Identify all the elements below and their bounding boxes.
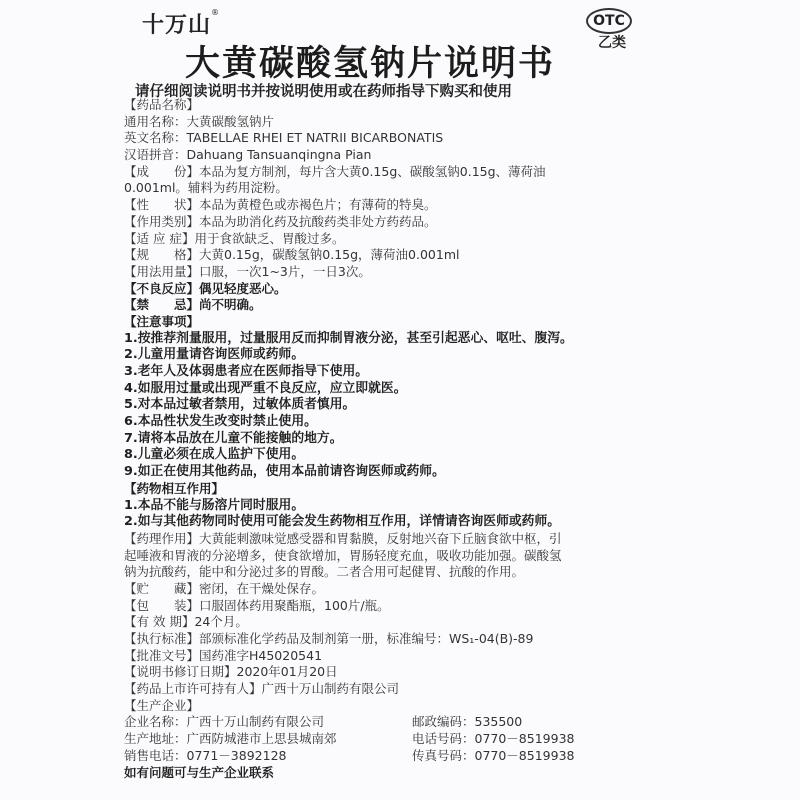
precaution-item: 2.儿童用量请咨询医师或药师。 bbox=[124, 347, 305, 363]
precaution-item: 4.如服用过量或出现严重不良反应，应立即就医。 bbox=[124, 380, 407, 396]
pinyin-name: 汉语拼音：Dahuang Tansuanqingna Pian bbox=[124, 147, 372, 163]
pharmacology-line-3: 钠为抗酸药，能中和分泌过多的胃酸。二者合用可起健胃、抗酸的作用。 bbox=[124, 564, 525, 580]
brand-logo bbox=[142, 8, 220, 39]
interaction-item: 2.如与其他药物同时使用可能会发生药物相互作用，详情请咨询医师或药师。 bbox=[124, 514, 561, 530]
dosage: 【用法用量】口服，一次1~3片，一日3次。 bbox=[124, 263, 371, 279]
pharmacology-line-1: 【药理作用】大黄能刺激味觉感受器和胃黏膜，反射地兴奋下丘脑食欲中枢，引 bbox=[124, 530, 562, 546]
manufacturer-row bbox=[124, 731, 644, 748]
precaution-item: 3.老年人及体弱患者应在医师指导下使用。 bbox=[124, 364, 369, 379]
interactions-heading: 【药物相互作用】 bbox=[124, 480, 225, 496]
revision-date: 【说明书修订日期】2020年01月20日 bbox=[124, 664, 338, 680]
precaution-item: 5.对本品过敏者禁用，过敏体质者慎用。 bbox=[124, 397, 356, 413]
contact-note: 如有问题可与生产企业联系 bbox=[124, 764, 275, 780]
precaution-item: 8.儿童必须在成人监护下使用。 bbox=[124, 447, 305, 463]
composition-line-1: 【成 份】本品为复方制剂，每片含大黄0.15g、碳酸氢钠0.15g、薄荷油 bbox=[124, 163, 546, 179]
production-address: 生产地址：广西防城港市上思县城南郊 bbox=[124, 731, 337, 747]
approval-number: 【批准文号】国药准字H45020541 bbox=[124, 647, 323, 663]
precaution-item: 1.按推荐剂量服用，过量服用反而抑制胃液分泌，甚至引起恶心、呕吐、腹泻。 bbox=[124, 330, 573, 346]
package: 【包 装】口服固体药用聚酯瓶，100片/瓶。 bbox=[124, 597, 390, 613]
interaction-item: 1.本品不能与肠溶片同时服用。 bbox=[124, 497, 305, 513]
precaution-item: 7.请将本品放在儿童不能接触的地方。 bbox=[124, 430, 343, 446]
company-name: 企业名称：广西十万山制药有限公司 bbox=[124, 714, 325, 730]
brand-name: 十万山 bbox=[142, 13, 212, 38]
otc-class-label: 乙类 bbox=[598, 35, 626, 51]
indication: 【适 应 症】用于食欲缺乏、胃酸过多。 bbox=[124, 230, 345, 246]
phone-number: 电话号码：0770－8519938 bbox=[412, 731, 575, 747]
otc-badge: OTC bbox=[586, 8, 632, 34]
composition-line-2: 0.001ml。辅料为药用淀粉。 bbox=[124, 180, 288, 196]
manufacturer-row bbox=[124, 748, 644, 765]
common-name: 通用名称：大黄碳酸氢钠片 bbox=[124, 113, 275, 129]
manufacturer-heading: 【生产企业】 bbox=[124, 697, 200, 713]
precaution-item: 9.如正在使用其他药品，使用本品前请咨询医师或药师。 bbox=[124, 464, 445, 480]
contraindication: 【禁 忌】尚不明确。 bbox=[124, 297, 262, 313]
adverse-reaction: 【不良反应】偶见轻度恶心。 bbox=[124, 280, 287, 296]
storage: 【贮 藏】密闭，在干燥处保存。 bbox=[124, 580, 325, 596]
validity: 【有 效 期】24个月。 bbox=[124, 614, 248, 630]
sales-phone: 销售电话：0771－3892128 bbox=[124, 747, 287, 763]
english-name: 英文名称：TABELLAE RHEI ET NATRII BICARBONATIS bbox=[124, 130, 444, 146]
precaution-item: 6.本品性状发生改变时禁止使用。 bbox=[124, 414, 317, 430]
page-subtitle: 请仔细阅读说明书并按说明使用或在药师指导下购买和使用 bbox=[135, 84, 512, 100]
pharmacology-line-2: 起唾液和胃液的分泌增多，使食欲增加，胃肠轻度充血，吸收功能加强。碳酸氢 bbox=[124, 547, 562, 563]
appearance: 【性 状】本品为黄橙色或赤褐色片；有薄荷的特臭。 bbox=[124, 197, 437, 213]
page-title: 大黄碳酸氢钠片说明书 bbox=[185, 44, 556, 84]
executive-standard: 【执行标准】部颁标准化学药品及制剂第一册，标准编号：WS₁-04(B)-89 bbox=[124, 631, 534, 646]
drug-name-heading: 【药品名称】 bbox=[124, 97, 200, 112]
precautions-heading: 【注意事项】 bbox=[124, 313, 200, 329]
specification: 【规 格】大黄0.15g，碳酸氢钠0.15g，薄荷油0.001ml bbox=[124, 247, 460, 263]
leaflet-body bbox=[124, 97, 644, 781]
manufacturer-row bbox=[124, 714, 644, 731]
fax-number: 传真号码：0770－8519938 bbox=[412, 747, 575, 763]
postal-code: 邮政编码：535500 bbox=[412, 714, 523, 730]
marketing-authorization-holder: 【药品上市许可持有人】广西十万山制药有限公司 bbox=[124, 681, 400, 697]
drug-category: 【作用类别】本品为助消化药及抗酸药类非处方药药品。 bbox=[124, 213, 437, 229]
registered-mark: ® bbox=[211, 8, 221, 17]
